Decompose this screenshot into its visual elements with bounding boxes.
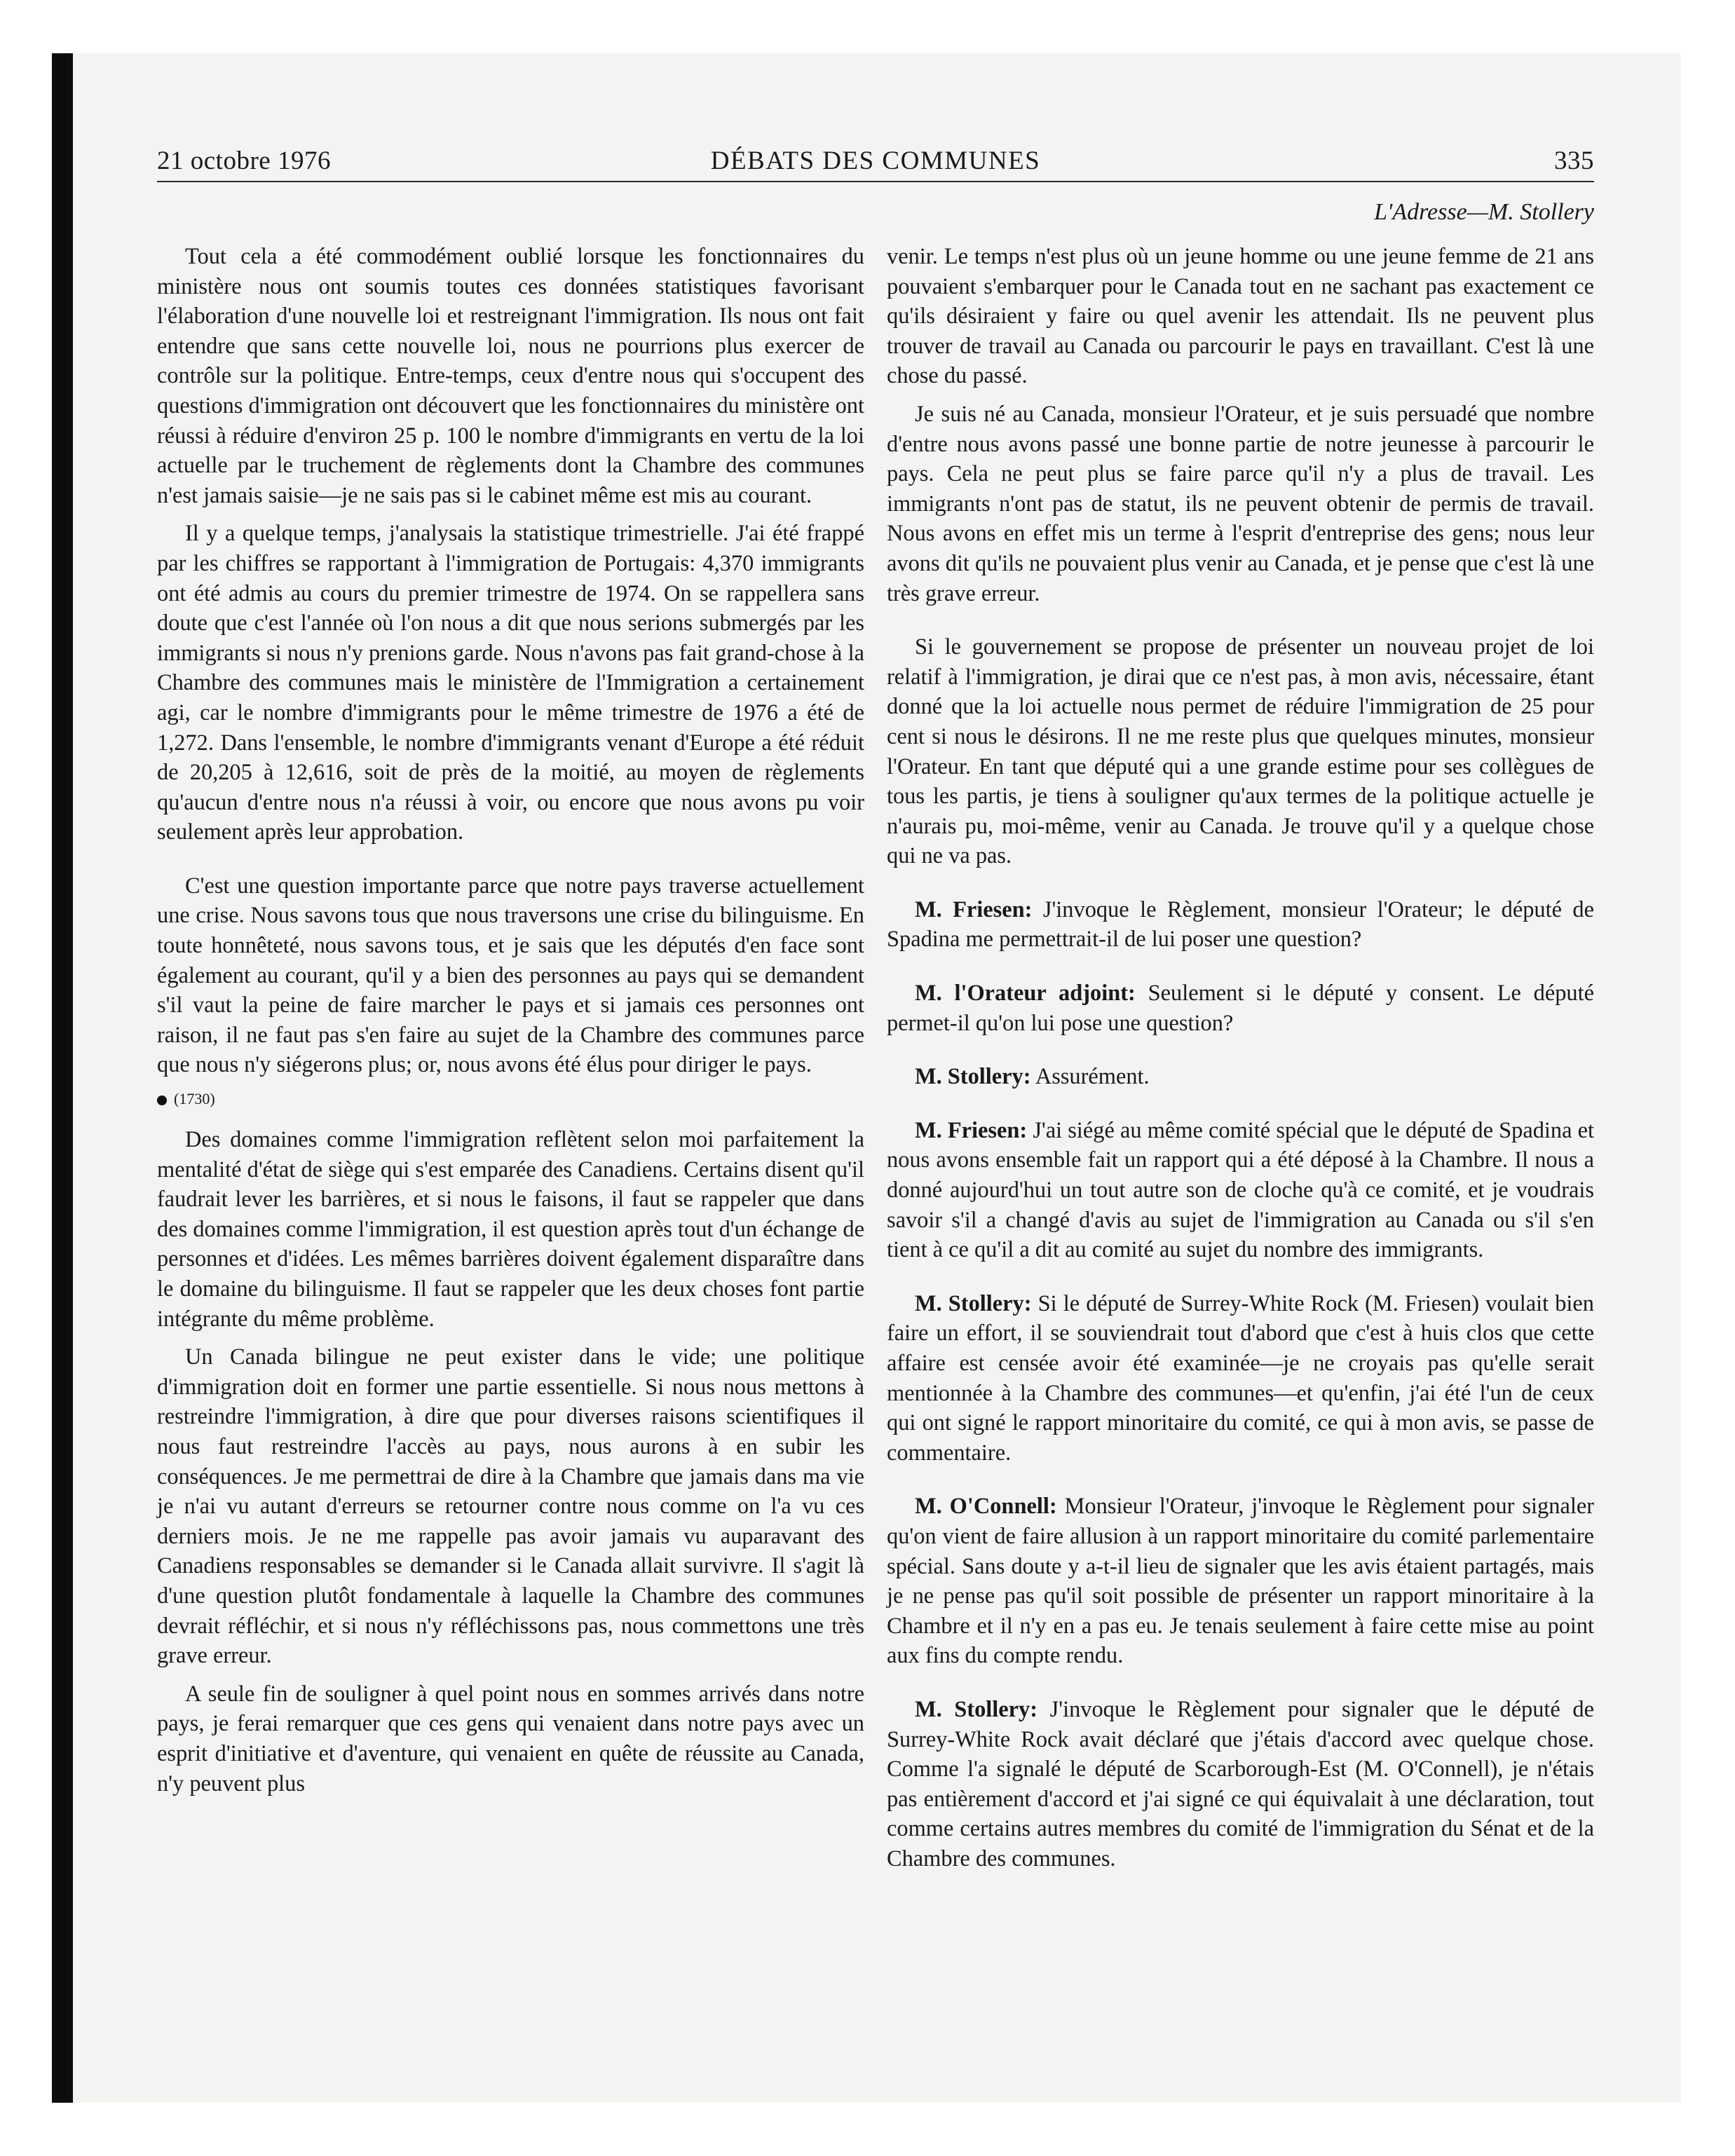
speech-text: J'invoque le Règlement, monsieur l'Orateur; le député de Spadina me permettrait-il de lui poser une question? bbox=[887, 896, 1594, 953]
speech bbox=[887, 978, 1594, 1038]
paragraph: Des domaines comme l'immigration reflètent selon moi parfaitement la mentalité d'état de siège qui s'est emparée des Canadiens. Certains disent qu'il faudrait lever les barrières, et si nous le faisons, il faut se rappeler que dans des domaines comme l'immigration, il est question après tout d'un échange de personnes et d'idées. Les mêmes barrières doivent également disparaître dans le domaine du bilinguisme. Il faut se rappeler que les deux choses font partie intégrante du même problème. bbox=[157, 1127, 864, 1332]
paragraph: venir. Le temps n'est plus où un jeune homme ou une jeune femme de 21 ans pouvaient s'embarquer pour le Canada tout en ne sachant pas exactement ce qu'ils désiraient y faire ou quel avenir les attendait. Ils ne peuvent plus trouver de travail au Canada ou parcourir le pays en travaillant. C'est là une chose du passé. bbox=[887, 244, 1594, 389]
speech-text: J'invoque le Règlement pour signaler que le député de Surrey-White Rock avait déclaré que j'étais d'accord avec quelque chose. Comme l'a signalé le député de Scarborough-Est (M. O'Connell), je n'étais pas entièrement d'accord et j'ai signé ce qui équivalait à une déclaration, tout comme certains autres membres du comité de l'immigration du Sénat et de la Chambre des communes. bbox=[887, 1696, 1594, 1871]
paragraph: C'est une question importante parce que notre pays traverse actuellement une crise. Nous savons tous que nous traversons une crise du bilinguisme. En toute honnêteté, nous savons tous, et je sais que les députés d'en face sont également au courant, qu'il y a bien des personnes au pays qui se demandent s'il vaut la peine de faire marcher le pays et si jamais ces personnes ont raison, il ne faut pas s'en faire au sujet de la Chambre des communes parce que nous n'y siégerons plus; or, nous avons été élus pour diriger le pays. bbox=[157, 873, 864, 1078]
time-marker bbox=[157, 1089, 864, 1110]
header-date: 21 octobre 1976 bbox=[157, 146, 331, 175]
running-head: L'Adresse—M. Stollery bbox=[1374, 199, 1594, 225]
speech-text: Assurément. bbox=[1035, 1064, 1150, 1090]
binding-edge bbox=[52, 53, 73, 2103]
bullet-icon bbox=[157, 1096, 167, 1105]
speaker-name: M. l'Orateur adjoint: bbox=[915, 981, 1136, 1007]
speech bbox=[887, 1492, 1594, 1671]
header-rule bbox=[157, 181, 1594, 182]
speech bbox=[887, 1289, 1594, 1468]
speaker-name: M. Stollery: bbox=[915, 1290, 1032, 1316]
speech bbox=[887, 1062, 1594, 1092]
paragraph: Tout cela a été commodément oublié lorsque les fonctionnaires du ministère nous ont soumis toutes ces données statistiques favorisant l'élaboration d'une nouvelle loi et restreignant l'immigration. Ils nous ont fait entendre que sans cette nouvelle loi, nous ne pourrions plus exercer de contrôle sur la politique. Entre-temps, ceux d'entre nous qui s'occupent des questions d'immigration ont découvert que les fonctionnaires du ministère ont réussi à réduire d'environ 25 p. 100 le nombre d'immigrants en vertu de la loi actuelle par le truchement de règlements dont la Chambre des communes n'est jamais saisie—je ne sais pas si le cabinet même est mis au courant. bbox=[157, 244, 864, 508]
paragraph: Je suis né au Canada, monsieur l'Orateur, et je suis persuadé que nombre d'entre nous avons passé une bonne partie de notre jeunesse à parcourir le pays. Cela ne peut plus se faire parce qu'il n'y a plus de travail. Les immigrants n'ont pas de statut, ils ne peuvent obtenir de permis de travail. Nous avons en effet mis un terme à l'esprit d'entreprise des gens; nous leur avons dit qu'ils ne pouvaient plus venir au Canada, et je pense que c'est là une très grave erreur. bbox=[887, 401, 1594, 606]
page-number: 335 bbox=[1554, 146, 1594, 175]
time-marker-label: (1730) bbox=[174, 1090, 215, 1108]
speech-text: Si le député de Surrey-White Rock (M. Friesen) voulait bien faire un effort, il se souviendrait tout d'abord que c'est à huis clos que cette affaire est censée avoir été examinée—je ne croyais pas qu'elle serait mentionnée à la Chambre des communes—et qu'enfin, j'ai été l'un de ceux qui ont signé le rapport minoritaire du comité, ce qui à mon avis, se passe de commentaire. bbox=[887, 1290, 1594, 1466]
right-column bbox=[887, 242, 1594, 1883]
speech bbox=[887, 895, 1594, 955]
speech bbox=[887, 1116, 1594, 1265]
header-title: DÉBATS DES COMMUNES bbox=[710, 146, 1041, 175]
speaker-name: M. Friesen: bbox=[915, 1117, 1028, 1143]
paragraph: Un Canada bilingue ne peut exister dans le vide; une politique d'immigration doit en former une partie essentielle. Si nous nous mettons à restreindre l'immigration, à dire que pour diverses raisons scientifiques il nous faut restreindre l'accès au pays, nous aurons à en subir les conséquences. Je me permettrai de dire à la Chambre que jamais dans ma vie je n'ai vu autant d'erreurs se retourner contre nous comme on l'a vu ces derniers mois. Je ne me rappelle pas avoir jamais vu auparavant des Canadiens responsables se demander si le Canada allait survivre. Il s'agit là d'une question plutôt fondamentale à laquelle la Chambre des communes devrait réfléchir, et si nous n'y réfléchissons pas, nous commettons une très grave erreur. bbox=[157, 1344, 864, 1669]
speech-text: Seulement si le député y consent. Le député permet-il qu'on lui pose une question? bbox=[887, 981, 1595, 1036]
speech-text: Monsieur l'Orateur, j'invoque le Règlement pour signaler qu'on vient de faire allusion à un rapport minoritaire du comité parlementaire spécial. Sans doute y a-t-il lieu de signaler que les avis étaient partagés, mais je ne pense pas qu'il soit possible de présenter un rapport minoritaire à la Chambre et il n'y en a pas eu. Je tenais seulement à faire cette mise au point aux fins du compte rendu. bbox=[887, 1494, 1594, 1669]
speaker-name: M. Stollery: bbox=[915, 1696, 1038, 1722]
left-column bbox=[157, 242, 864, 1807]
speaker-name: M. Stollery: bbox=[915, 1064, 1031, 1090]
paragraph: Si le gouvernement se propose de présenter un nouveau projet de loi relatif à l'immigration, je dirai que ce n'est pas, à mon avis, nécessaire, étant donné que la loi actuelle nous permet de réduire l'immigration de 25 pour cent si nous le désirons. Il ne me reste plus que quelques minutes, monsieur l'Orateur. En tant que député qui a une grande estime pour ses collègues de tous les partis, je tiens à souligner qu'aux termes de la politique actuelle je n'aurais pu, moi-même, venir au Canada. Je trouve qu'il y a quelque chose qui ne va pas. bbox=[887, 634, 1594, 869]
speaker-name: M. O'Connell: bbox=[915, 1494, 1057, 1520]
paragraph: Il y a quelque temps, j'analysais la statistique trimestrielle. J'ai été frappé par les chiffres se rapportant à l'immigration de Portugais: 4,370 immigrants ont été admis au cours du premier trimestre de 1974. On se rappellera sans doute que c'est l'année où l'on nous a dit que nous serions submergés par les immigrants si nous n'y prenions garde. Nous n'avons pas fait grand-chose à la Chambre des communes mais le ministère de l'Immigration a certainement agi, car le nombre d'immigrants pour le même trimestre de 1976 a été de 1,272. Dans l'ensemble, le nombre d'immigrants venant d'Europe a été réduit de 20,205 à 12,616, soit de près de la moitié, au moyen de règlements qu'aucun d'entre nous n'a réussi à voir, ou encore que nous avons pu voir seulement après leur approbation. bbox=[157, 521, 864, 845]
speech bbox=[887, 1695, 1594, 1874]
speaker-name: M. Friesen: bbox=[915, 896, 1033, 922]
speech-text: J'ai siégé au même comité spécial que le député de Spadina et nous avons ensemble fait un rapport qui a été déposé à la Chambre. Il nous a donné aujourd'hui un tout autre son de cloche qu'à ce comité, et je voudrais savoir s'il a changé d'avis au sujet de l'immigration au Canada ou s'il s'en tient à ce qu'il a dit au comité au sujet du nombre des immigrants. bbox=[887, 1117, 1594, 1263]
page-header bbox=[157, 146, 1594, 184]
paragraph: A seule fin de souligner à quel point nous en sommes arrivés dans notre pays, je ferai remarquer que ces gens qui venaient dans notre pays avec un esprit d'initiative et d'aventure, qui venaient en quête de réussite au Canada, n'y peuvent plus bbox=[157, 1681, 864, 1796]
